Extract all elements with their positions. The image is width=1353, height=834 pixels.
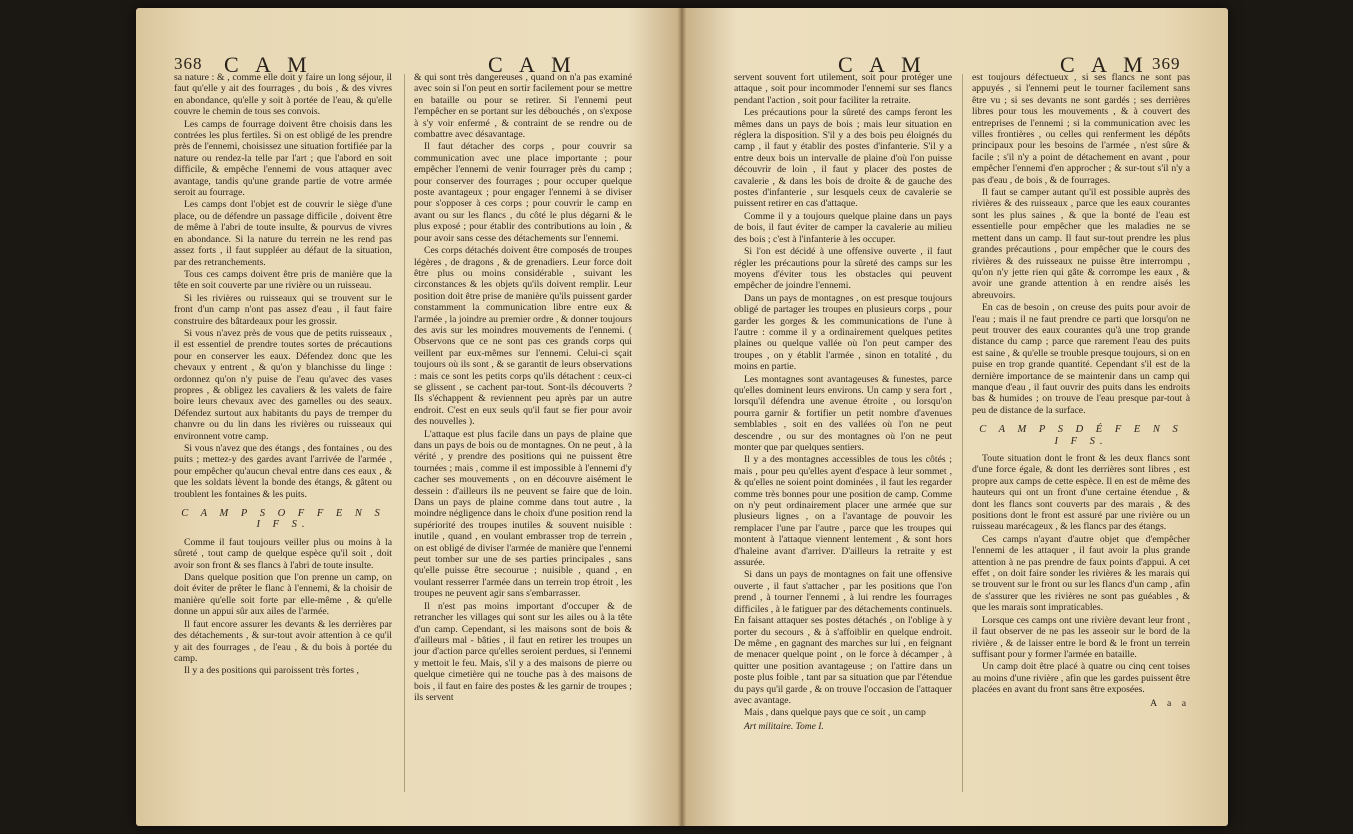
paragraph: Si vous n'avez que des étangs , des fontaines , ou des puits ; mettez-y des gardes avant l'arrivée de l'armée , pour empêcher qu'aucun cheval entre dans ces eaux , & que les soldats lèvent la bonde des étangs, & gâtent ou troublent les fontaines & les puits. — [174, 443, 392, 500]
right-headword-1: C A M — [838, 52, 927, 77]
right-column-1 — [734, 72, 952, 734]
paragraph: Tous ces camps doivent être pris de manière que la tête en soit couverte par une rivière ou un ruisseau. — [174, 268, 392, 292]
section-heading-offensifs: C A M P S O F F E N S I F S. — [181, 508, 385, 531]
paragraph: Il y a des montagnes accessibles de tous les côtés ; mais , pour peu qu'elles ayent d'espace à leur sommet , & qu'elles ne soient point dominées , il faut les regarder comme très bonnes pour une position de camp. Comme on n'y peut ordinairement placer une armée que sur plusieurs lignes , on a l'avantage de pouvoir les remplacer l'une par l'autre , parce que les troupes qui montent à l'attaque viennent lentement , & sont hors d'haleine avant d'arriver. D'ailleurs la retraite y est assurée. — [734, 454, 952, 569]
paragraph: Ces camps n'ayant d'autre objet que d'empêcher l'ennemi de les attaquer , il faut avoir la plus grande attention à ne pas prendre de faux points d'appui. A cet effet , on doit faire sonder les rivières & les marais qui se trouvent sur le front ou sur les flancs d'un camp , afin de s'assurer que les rivières ne sont pas guéables , & que les marais sont impraticables. — [972, 533, 1190, 614]
left-column-1 — [174, 72, 392, 678]
paragraph: Il y a des positions qui paroissent très fortes , — [184, 665, 359, 677]
volume-footer: Art militaire. Tome I. — [744, 721, 824, 732]
paragraph: & qui sont très dangereuses , quand on n'a pas examiné avec soin si l'on peut en sortir facilement pour se mettre en bataille ou pour se retirer. Si l'ennemi peut l'empêcher en se portant sur les débouchés , on s'expose à s'y voir enfermé , & contraint de se rendre ou de combattre avec désavantage. — [414, 72, 632, 141]
section-heading-defensifs: C A M P S D É F E N S I F S. — [979, 424, 1183, 447]
paragraph: Si les rivières ou ruisseaux qui se trouvent sur le front d'un camp n'ont pas assez d'eau , il faut faire construire des bâtardeaux pour les grossir. — [174, 292, 392, 327]
paragraph: Mais , dans quelque pays que ce soit , un camp — [744, 707, 926, 719]
paragraph: Il faut encore assurer les devants & les derrières par des détachements , & sur-tout avoir attention à ce qu'il y ait des fourrages , de l'eau , & du bois à portée du camp. — [174, 618, 392, 664]
paragraph: est toujours défectueux , si ses flancs ne sont pas appuyés , si l'ennemi peut le tourner facilement sans être vu ; si ses devants ne sont gardés ; ses derrières libres pour tous les mouvements , & à couvert des entreprises de l'ennemi ; si la communication avec les villes frontières , ou celles qui renferment les dépôts principaux pour les besoins de l'armée , n'est sûre & facile ; s'il n'y a point de détachement en avant , pour empêcher l'ennemi d'en approcher ; & sur-tout s'il n'y a pas d'eau , de bois , & de fourrages. — [972, 72, 1190, 186]
paragraph: Comme il y a toujours quelque plaine dans un pays de bois, il faut éviter de camper la cavalerie au milieu des bois ; c'est à l'infanterie à les occuper. — [734, 210, 952, 245]
paragraph: Un camp doit être placé à quatre ou cinq cent toises au moins d'une rivière , afin que les gardes puissent être placées en avant du front sans être exposées. — [972, 661, 1190, 696]
right-column-2 — [972, 72, 1190, 710]
paragraph: Toute situation dont le front & les deux flancs sont d'une force égale, & dont les derrières sont libres , est propre aux camps de cette espèce. Il en est de même des hauteurs qui ont un front d'une certaine étendue , & dont les flancs sont couverts par des marais , & des positions dont le front est assuré par une rivière ou un ruisseau marécageux , & les flancs par des étangs. — [972, 453, 1190, 533]
paragraph: En cas de besoin , on creuse des puits pour avoir de l'eau ; mais il ne faut prendre ce parti que lorsqu'on ne peut trouver des eaux courantes qu'à une trop grande distance du camp ; parce que rarement l'eau des puits est saine , & qu'elle se trouble presque toujours, si on en puise en trop grande quantité. Cependant s'il est de la dernière importance de se maintenir dans un camp qui manque d'eau , il faut ouvrir des puits dans les endroits bas & humides ; on trouve de l'eau presque par-tout à peu de distance de la surface. — [972, 302, 1190, 416]
column-rule — [404, 74, 405, 792]
signature-mark: A a a — [1150, 697, 1190, 709]
book-spread — [136, 8, 1228, 826]
right-page-number: 369 — [1152, 54, 1181, 73]
paragraph: Si l'on est décidé à une offensive ouverte , il faut régler les précautions pour la sûreté des camps sur les moyens d'éviter tous les obstacles qui peuvent empêcher de joindre l'ennemi. — [734, 246, 952, 292]
column-rule — [962, 74, 963, 792]
left-running-head — [136, 52, 682, 77]
paragraph: servent souvent fort utilement, soit pour protéger une attaque , soit pour incommoder l'ennemi sur ses flancs pendant l'action , soit pour faciliter la retraite. — [734, 72, 952, 106]
right-running-head — [682, 52, 1228, 77]
right-headword-2: C A M — [1060, 52, 1149, 77]
left-page-number: 368 — [174, 54, 203, 73]
paragraph: L'attaque est plus facile dans un pays de plaine que dans un pays de bois ou de montagnes. On ne peut , à la vérité , y prendre des positions qui ne puissent être tournées ; mais , comme il est impossible à l'ennemi d'y cacher ses mouvements , on en découvre aisément le dessein : d'ailleurs ils ne peuvent se faire que de loin. Dans un pays de plaine comme dans tout autre , la moindre négligence dans le choix d'une position rend la supériorité des troupes inutiles & souvent nuisible : inutile , quand , en voulant embrasser trop de terrein , on est obligé de diviser l'armée de manière que l'ennemi peut tomber sur une de ses parties principales , sans qu'elle puisse être secourue ; nuisible , quand , en voulant resserrer l'armée dans un terrein trop étroit , les troupes ne peuvent agir sans s'embarrasser. — [414, 428, 632, 600]
paragraph: Il faut détacher des corps , pour couvrir sa communication avec une place importante ; pour empêcher l'ennemi de venir fourrager près du camp ; pour conserver des fourrages ; pour occuper quelque poste avantageux ; pour engager l'ennemi à se diviser pour s'opposer à ces corps ; pour couvrir le camp en avant ou sur les flancs , du côté le plus dégarni & le plus exposé ; pour établir des contributions au loin , & pour avoir sans cesse des détachements sur l'ennemi. — [414, 141, 632, 244]
paragraph: Les camps de fourrage doivent être choisis dans les contrées les plus fertiles. Si on est obligé de les prendre près de l'ennemi, choisissez une situation fortifiée par la nature ou rendez-la telle par l'art ; que l'abord en soit difficile, & empêche l'ennemi de vous attaquer avec avantage, tandis qu'une grande partie de votre armée seroit au fourrage. — [174, 118, 392, 199]
paragraph: Les précautions pour la sûreté des camps feront les mêmes dans un pays de bois ; mais leur situation en réglera la disposition. S'il y a des bois peu éloignés du camp , il faut y établir des postes d'infanterie. S'il y a entre deux bois un intervalle de plaine d'où l'on puisse découvrir de loin , il faut y placer des postes de cavalerie , & dans les bois de droite & de gauche des postes d'infanterie , sur lesquels ceux de cavalerie se puissent retirer en cas d'attaque. — [734, 107, 952, 210]
paragraph: Il faut se camper autant qu'il est possible auprès des rivières & des ruisseaux , parce que les eaux courantes sont les plus saines , & que la bonté de l'eau est essentielle pour empêcher que les maladies ne se mettent dans un camp. Il faut sur-tout prendre les plus grandes précautions , pour empêcher que le cours des rivières & des ruisseaux ne puisse être interrompu , qu'on n'y jette rien qui gâte & corrompe les eaux , & avoir une grande attention à en rendre aisés les abreuvoirs. — [972, 187, 1190, 301]
paragraph: Comme il faut toujours veiller plus ou moins à la sûreté , tout camp de quelque espèce qu'il soit , doit avoir son front & ses flancs à l'abri de toute insulte. — [174, 536, 392, 571]
paragraph: Les montagnes sont avantageuses & funestes, parce qu'elles dominent leurs environs. Un camp y sera fort , lorsqu'il défendra une avenue étroite , ou lorsqu'on pourra garnir & fortifier un petit nombre d'avenues semblables , soit en des vallées où l'on ne peut descendre , ou sur des montagnes où l'on ne peut monter que par quelques sentiers. — [734, 373, 952, 453]
paragraph: Ces corps détachés doivent être composés de troupes légères , de dragons , & de grenadiers. Leur force doit être plus ou moins considérable , suivant les circonstances & les objets qu'ils doivent remplir. Leur position doit être prise de manière qu'ils puissent garder constamment la communication libre entre eux & l'armée , la joindre au premier ordre , & donner toujours des avis sur les moindres mouvements de l'ennemi. ( Observons que ce ne sont pas ces grands corps qui veillent par eux-mêmes sur l'ennemi. Celui-ci sçait toujours où ils sont , & se garantit de leurs observations : mais ce sont les petits corps qu'ils détachent : ceux-ci se glissent , se cachent par-tout. Sont-ils découverts ? Ils s'échappent & reviennent peu après par un autre endroit. C'est en eux seuls qu'il faut se fier pour avoir des nouvelles ). — [414, 245, 632, 428]
left-headword-2: C A M — [488, 52, 577, 77]
left-column-2 — [414, 72, 632, 704]
right-page — [682, 8, 1228, 826]
left-page — [136, 8, 682, 826]
paragraph: Si dans un pays de montagnes on fait une offensive ouverte , il faut s'attacher , par les positions que l'on prend , à tourner l'ennemi , à lui rendre les fourrages difficiles , à le fatiguer par des détachements continuels. En faisant attaquer ses postes détachés , on l'oblige à y porter du secours , & à s'affoiblir en quelque endroit. De même , en gagnant des marches sur lui , en feignant de menacer quelque point , on le force à décamper , à quitter une position avantageuse ; on l'attire dans un poste plus foible , tant par sa situation que par l'étendue du pays qu'il garde , & on trouve l'occasion de l'attaquer avec avantage. — [734, 569, 952, 706]
paragraph: Dans quelque position que l'on prenne un camp, on doit éviter de prêter le flanc à l'ennemi, & la choisir de manière qu'elle soit forte par elle-même , & qu'elle donne un appui sûr aux ailes de l'armée. — [174, 572, 392, 618]
paragraph: sa nature : & , comme elle doit y faire un long séjour, il faut qu'elle y ait des fourrages , du bois , & des vivres en abondance, qu'elle y soit à portée de l'eau, & qu'elle couvre le chemin de tous ses convois. — [174, 72, 392, 118]
paragraph: Il n'est pas moins important d'occuper & de retrancher les villages qui sont sur les ailes ou à la tête d'un camp. Cependant, si les maisons sont de bois & d'ailleurs mal - bâties , il faut en retirer les troupes un jour d'action parce qu'elles seroient perdues, si l'ennemi y mettoit le feu. Mais, s'il y a des maisons de pierre ou quelque cimetière qui ne touche pas à des maisons de bois , il faut en faire des postes & les garnir de troupes ; ils servent — [414, 600, 632, 703]
paragraph: Les camps dont l'objet est de couvrir le siège d'une place, ou de défendre un passage difficile , doivent être de même à l'abri de toute insulte, & pourvus de vivres en abondance. Si la nature du terrein ne les rend pas assez forts , il faut suppléer au défaut de la situation, par des retranchements. — [174, 199, 392, 268]
paragraph: Si vous n'avez près de vous que de petits ruisseaux , il est essentiel de prendre toutes sortes de précautions pour en conserver les eaux. Défendez donc que les chevaux y entrent , & qu'on y blanchisse du linge : ordonnez qu'on n'y puise de l'eau qu'avec des vases propres , & obligez les cavaliers & les valets de faire boire leurs chevaux avec des gamelles ou des seaux. Défendez surtout aux habitants du pays de tremper du chanvre ou du lin dans les rivières ou ruisseaux qui environnent votre camp. — [174, 327, 392, 442]
left-headword-1: C A M — [224, 52, 313, 77]
paragraph: Dans un pays de montagnes , on est presque toujours obligé de partager les troupes en plusieurs corps , pour garder les gorges & les communications de l'une à l'autre : comme il y a ordinairement quelques petites plaines ou quelque vallée où l'on peut camper des troupes , on y établit l'armée , sinon en totalité , du moins en partie. — [734, 292, 952, 373]
paragraph: Lorsque ces camps ont une rivière devant leur front , il faut observer de ne pas les asseoir sur le bord de la rivière , & de laisser entre le bord & le front un terrein suffisant pour y former l'armée en bataille. — [972, 614, 1190, 660]
